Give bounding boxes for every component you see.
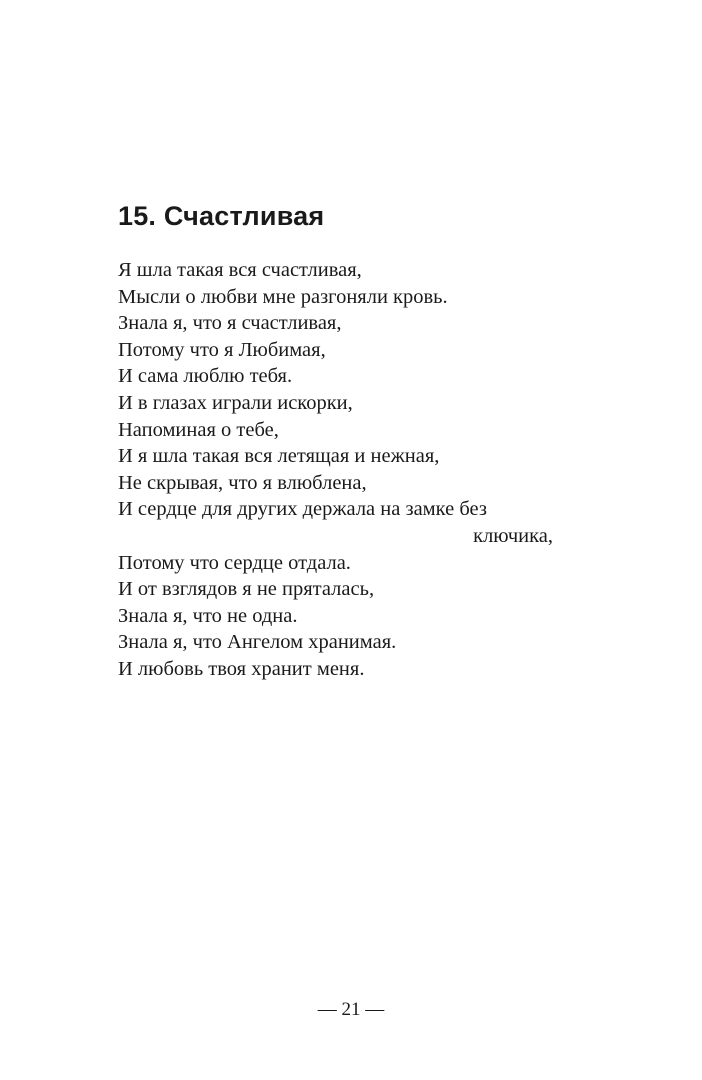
page-number: — 21 — [317, 999, 385, 1020]
poem-line-continuation: ключика, [473, 524, 553, 547]
poem-line: Знала я, что не одна. [118, 604, 298, 627]
poem-line: И я шла такая вся летящая и нежная, [118, 445, 440, 468]
poem-line: Потому что сердце отдала. [118, 551, 351, 574]
poem-line: Знала я, что я счастливая, [118, 312, 342, 335]
poem-line: Мысли о любви мне разгоняли кровь. [118, 285, 448, 308]
poem-line: И любовь твоя хранит меня. [118, 657, 365, 680]
poem-line: И в глазах играли искорки, [118, 391, 353, 414]
poem-line: Не скрывая, что я влюблена, [118, 471, 367, 494]
poem-title: 15. Счастливая [118, 201, 325, 231]
poem-line: Напоминая о тебе, [118, 418, 279, 441]
poem-line: Я шла такая вся счастливая, [118, 259, 362, 281]
poem-body [118, 257, 558, 683]
poem-line: И сердце для других держала на замке без [118, 498, 487, 521]
poem-line: Потому что я Любимая, [118, 338, 326, 361]
poem-line: И сама люблю тебя. [118, 365, 293, 388]
poem-line: Знала я, что Ангелом хранимая. [118, 631, 397, 654]
poem-line: И от взглядов я не пряталась, [118, 578, 375, 601]
